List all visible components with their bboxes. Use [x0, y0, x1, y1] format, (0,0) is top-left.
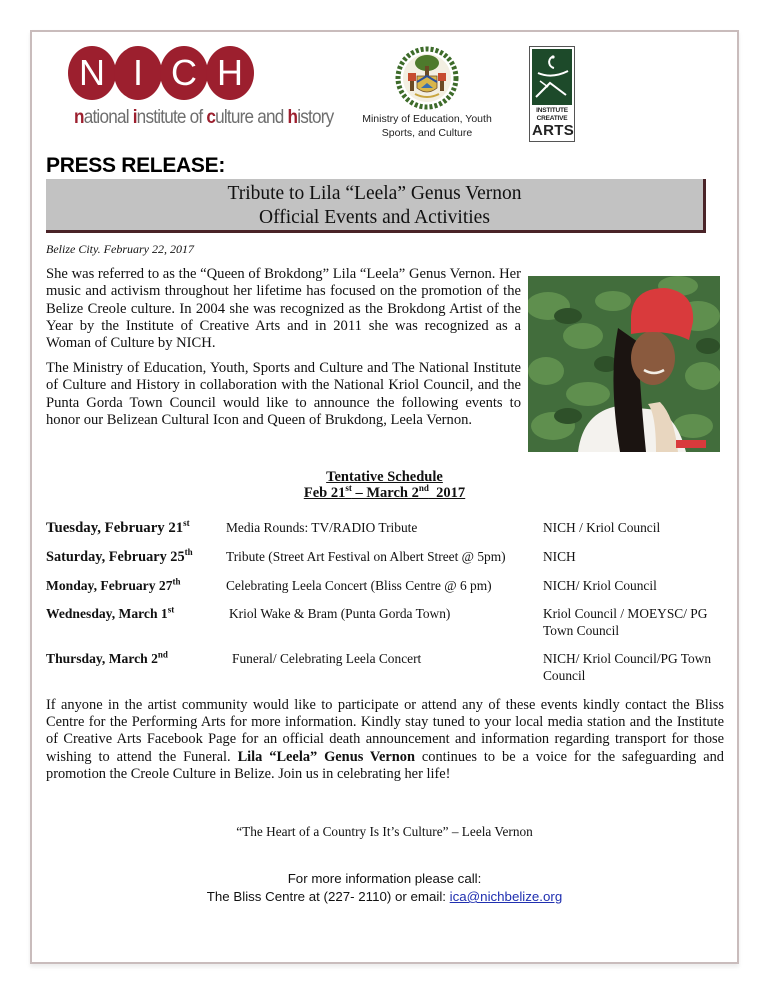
- range-end-suffix: nd: [418, 483, 429, 494]
- nich-logo: [68, 46, 334, 136]
- closing-paragraph: [46, 697, 724, 783]
- institute-creative-arts-logo: [529, 46, 575, 142]
- schedule-event: Tribute (Street Art Festival on Albert Street @ 5pm): [226, 549, 506, 564]
- schedule-organizer: Kriol Council / MOEYSC/ PG Town Council: [543, 606, 708, 638]
- tagline-text: istory: [297, 106, 334, 128]
- schedule-range: [304, 485, 465, 501]
- ministry-logo: [342, 46, 512, 140]
- schedule-date-range: [32, 485, 737, 502]
- announcement-paragraph: The Ministry of Education, Youth, Sports and Culture and The National Institute of Culture and History in collaboration with the National Kriol Council, and the Punta Gorda Town Council would like to announce the following events to honor our Belizean Cultural Icon and Queen of Brukdong, Leela Vernon.: [46, 360, 521, 428]
- nich-letter-i: I: [114, 46, 162, 100]
- tagline-initial: i: [132, 106, 137, 128]
- dateline: Belize City. February 22, 2017: [46, 242, 194, 256]
- day-suffix: st: [167, 604, 175, 615]
- contact-phone-text: The Bliss Centre at (227- 2110) or email:: [206, 889, 450, 904]
- belize-coat-of-arms-icon: [395, 46, 459, 110]
- range-start-suffix: st: [345, 483, 352, 494]
- ministry-name-line2: Sports, and Culture: [381, 127, 473, 139]
- press-release-label: PRESS RELEASE:: [46, 154, 226, 177]
- day-text: Wednesday, March 1: [46, 606, 168, 621]
- ica-arts-label: ARTS: [532, 122, 575, 139]
- day-text: Monday, February 27: [46, 578, 173, 593]
- title-line-1: Tribute to Lila “Leela” Genus Vernon: [227, 183, 522, 204]
- institute-creative-arts-logo-icon: [532, 49, 572, 105]
- schedule-event: Media Rounds: TV/RADIO Tribute: [226, 520, 418, 535]
- leela-quote: “The Heart of a Country Is It’s Culture” – Leela Vernon: [236, 824, 533, 839]
- nich-letter-n: N: [68, 46, 116, 100]
- tagline-initial: h: [287, 106, 298, 128]
- schedule-organizer: NICH: [543, 549, 576, 564]
- contact-info: [32, 870, 737, 906]
- closing-text: If anyone in the artist community would like to participate or attend any of these events kindly contact the Bliss Centre for the Performing Arts for more information. Kindly stay tuned to your local media station and the Institute of Creative Arts Facebook Page for an official death announcement and information regarding transport for those wishing to attend the Funeral.: [46, 697, 724, 765]
- day-suffix: th: [184, 547, 193, 558]
- day-suffix: th: [172, 576, 181, 587]
- closing-bold-name: Lila “Leela” Genus Vernon: [237, 748, 415, 765]
- ica-institute-label: INSTITUTE: [536, 107, 568, 114]
- range-year: 2017: [428, 485, 466, 501]
- tagline-text: nstitute of: [136, 106, 207, 128]
- press-release-page: [30, 30, 739, 964]
- contact-line-1: For more information please call:: [287, 871, 482, 886]
- press-release-title-box: [46, 179, 706, 233]
- schedule-event: Kriol Wake & Bram (Punta Gorda Town): [229, 606, 451, 621]
- intro-paragraph: She was referred to as the “Queen of Brokdong” Lila “Leela” Genus Vernon. Her music and activism throughout her lifetime has focused on the promotion of the Belize Creole culture. In 2004 she was recognized as the Brokdong Artist of the Year by the Institute of Creative Arts and in 2011 she was recognized as a Woman of Culture by NICH.: [46, 266, 521, 352]
- closing-text: continues to be a voice for the safeguarding and promotion the Creole Culture in Belize. Join us in celebrating her life!: [46, 748, 724, 782]
- nich-letter-h: H: [206, 46, 254, 100]
- schedule-title: Tentative Schedule: [326, 469, 443, 485]
- contact-line-2: [32, 888, 737, 906]
- ministry-name: [342, 112, 512, 140]
- email-link[interactable]: ica@nichbelize.org: [449, 889, 563, 904]
- schedule-day: [46, 606, 226, 623]
- tagline-text: ulture and: [215, 106, 288, 128]
- schedule-day: [46, 651, 226, 668]
- nich-tagline: [74, 106, 333, 129]
- schedule-heading: [32, 469, 737, 486]
- day-text: Saturday, February 25: [46, 549, 185, 565]
- title-line-2: Official Events and Activities: [259, 207, 490, 228]
- tagline-initial: c: [206, 106, 216, 128]
- schedule-event: Celebrating Leela Concert (Bliss Centre @ 6 pm): [226, 578, 492, 593]
- ministry-name-line1: Ministry of Education, Youth: [362, 113, 492, 125]
- range-end: – March 2: [351, 485, 419, 501]
- schedule-organizer: NICH/ Kriol Council/PG Town Council: [543, 651, 712, 683]
- schedule-organizer: NICH / Kriol Council: [543, 520, 661, 535]
- nich-letter-c: C: [160, 46, 208, 100]
- tagline-text: ational: [83, 106, 133, 128]
- nich-letter-circles: [68, 46, 268, 102]
- day-suffix: nd: [157, 649, 168, 660]
- portrait-photo-icon: [528, 276, 720, 452]
- tagline-initial: n: [74, 106, 84, 128]
- schedule-organizer: NICH/ Kriol Council: [543, 578, 657, 593]
- leela-vernon-portrait: [528, 276, 720, 452]
- schedule-event: Funeral/ Celebrating Leela Concert: [232, 651, 422, 666]
- schedule-day: [46, 549, 226, 566]
- schedule-day: [46, 520, 226, 537]
- day-text: Thursday, March 2: [46, 651, 158, 666]
- ica-creative-label: CREATIVE: [536, 114, 568, 122]
- range-start: Feb 21: [303, 485, 346, 501]
- schedule-day: [46, 578, 226, 595]
- day-text: Tuesday, February 21: [46, 520, 184, 536]
- day-suffix: st: [183, 518, 190, 529]
